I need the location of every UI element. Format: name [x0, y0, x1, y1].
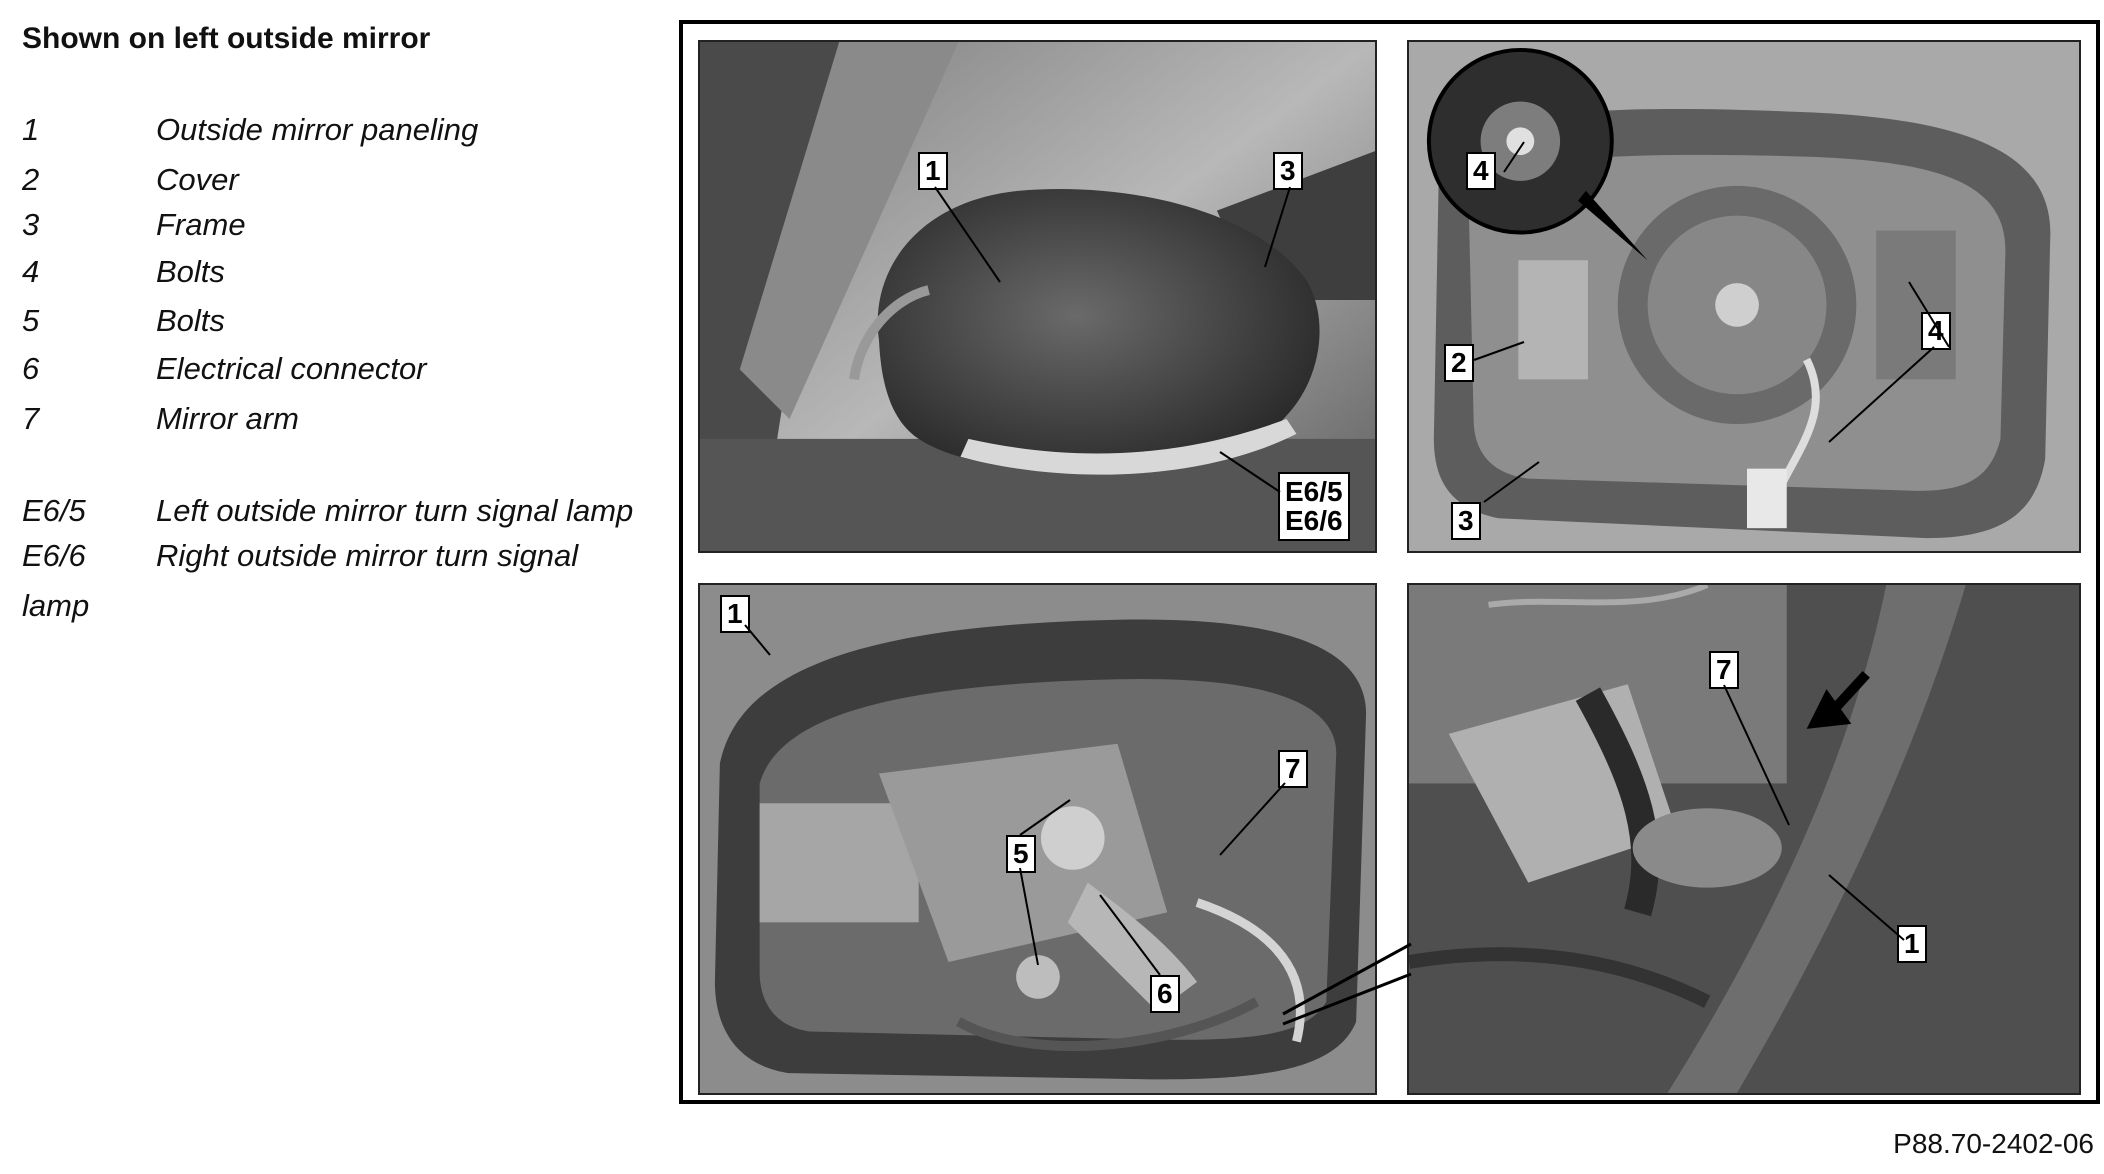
legend-text-continued: lamp [22, 588, 90, 623]
figure-id: P88.70-2402-06 [1893, 1128, 2094, 1159]
legend-key: 6 [22, 351, 40, 386]
callout-e6-6: E6/6 [1285, 505, 1343, 537]
callout-2: 2 [1444, 344, 1474, 382]
page-title: Shown on left outside mirror [22, 22, 431, 55]
legend-key: 4 [22, 254, 40, 289]
legend-key: 5 [22, 303, 40, 338]
figure-frame [679, 20, 2100, 1104]
legend-text: Electrical connector [156, 351, 427, 386]
callout-7: 7 [1278, 750, 1308, 788]
callout-7: 7 [1709, 651, 1739, 689]
callout-6: 6 [1150, 975, 1180, 1013]
callout-e6-5: E6/5 [1285, 476, 1343, 507]
legend-key: 3 [22, 207, 40, 242]
photo-mirror-arm-bolts [698, 583, 1377, 1095]
legend-text: Bolts [156, 303, 225, 338]
callout-4-inset: 4 [1466, 152, 1496, 190]
legend-key: E6/6 [22, 538, 86, 573]
legend-key: 7 [22, 401, 40, 436]
legend-text: Cover [156, 162, 239, 197]
legend-text: Frame [156, 207, 246, 242]
callout-4: 4 [1921, 312, 1951, 350]
legend-key: 1 [22, 112, 40, 147]
legend-key: E6/5 [22, 493, 86, 528]
callout-1: 1 [918, 152, 948, 190]
leader-lines [1409, 585, 2081, 1095]
photo-mirror-arm-detail [1407, 583, 2081, 1095]
legend-text: Outside mirror paneling [156, 112, 479, 147]
leader-lines [700, 42, 1377, 553]
leader-lines [700, 585, 1377, 1095]
legend-text: Left outside mirror turn signal lamp [156, 493, 634, 528]
callout-1: 1 [720, 595, 750, 633]
callout-1: 1 [1897, 925, 1927, 963]
callout-5: 5 [1006, 835, 1036, 873]
callout-3: 3 [1273, 152, 1303, 190]
legend-text: Bolts [156, 254, 225, 289]
legend-key: 2 [22, 162, 40, 197]
photo-mirror-housing [698, 40, 1377, 553]
legend-text: Mirror arm [156, 401, 299, 436]
callout-3: 3 [1451, 502, 1481, 540]
photo-mirror-frame [1407, 40, 2081, 553]
leader-lines [1409, 42, 2081, 553]
legend-text: Right outside mirror turn signal [156, 538, 579, 573]
